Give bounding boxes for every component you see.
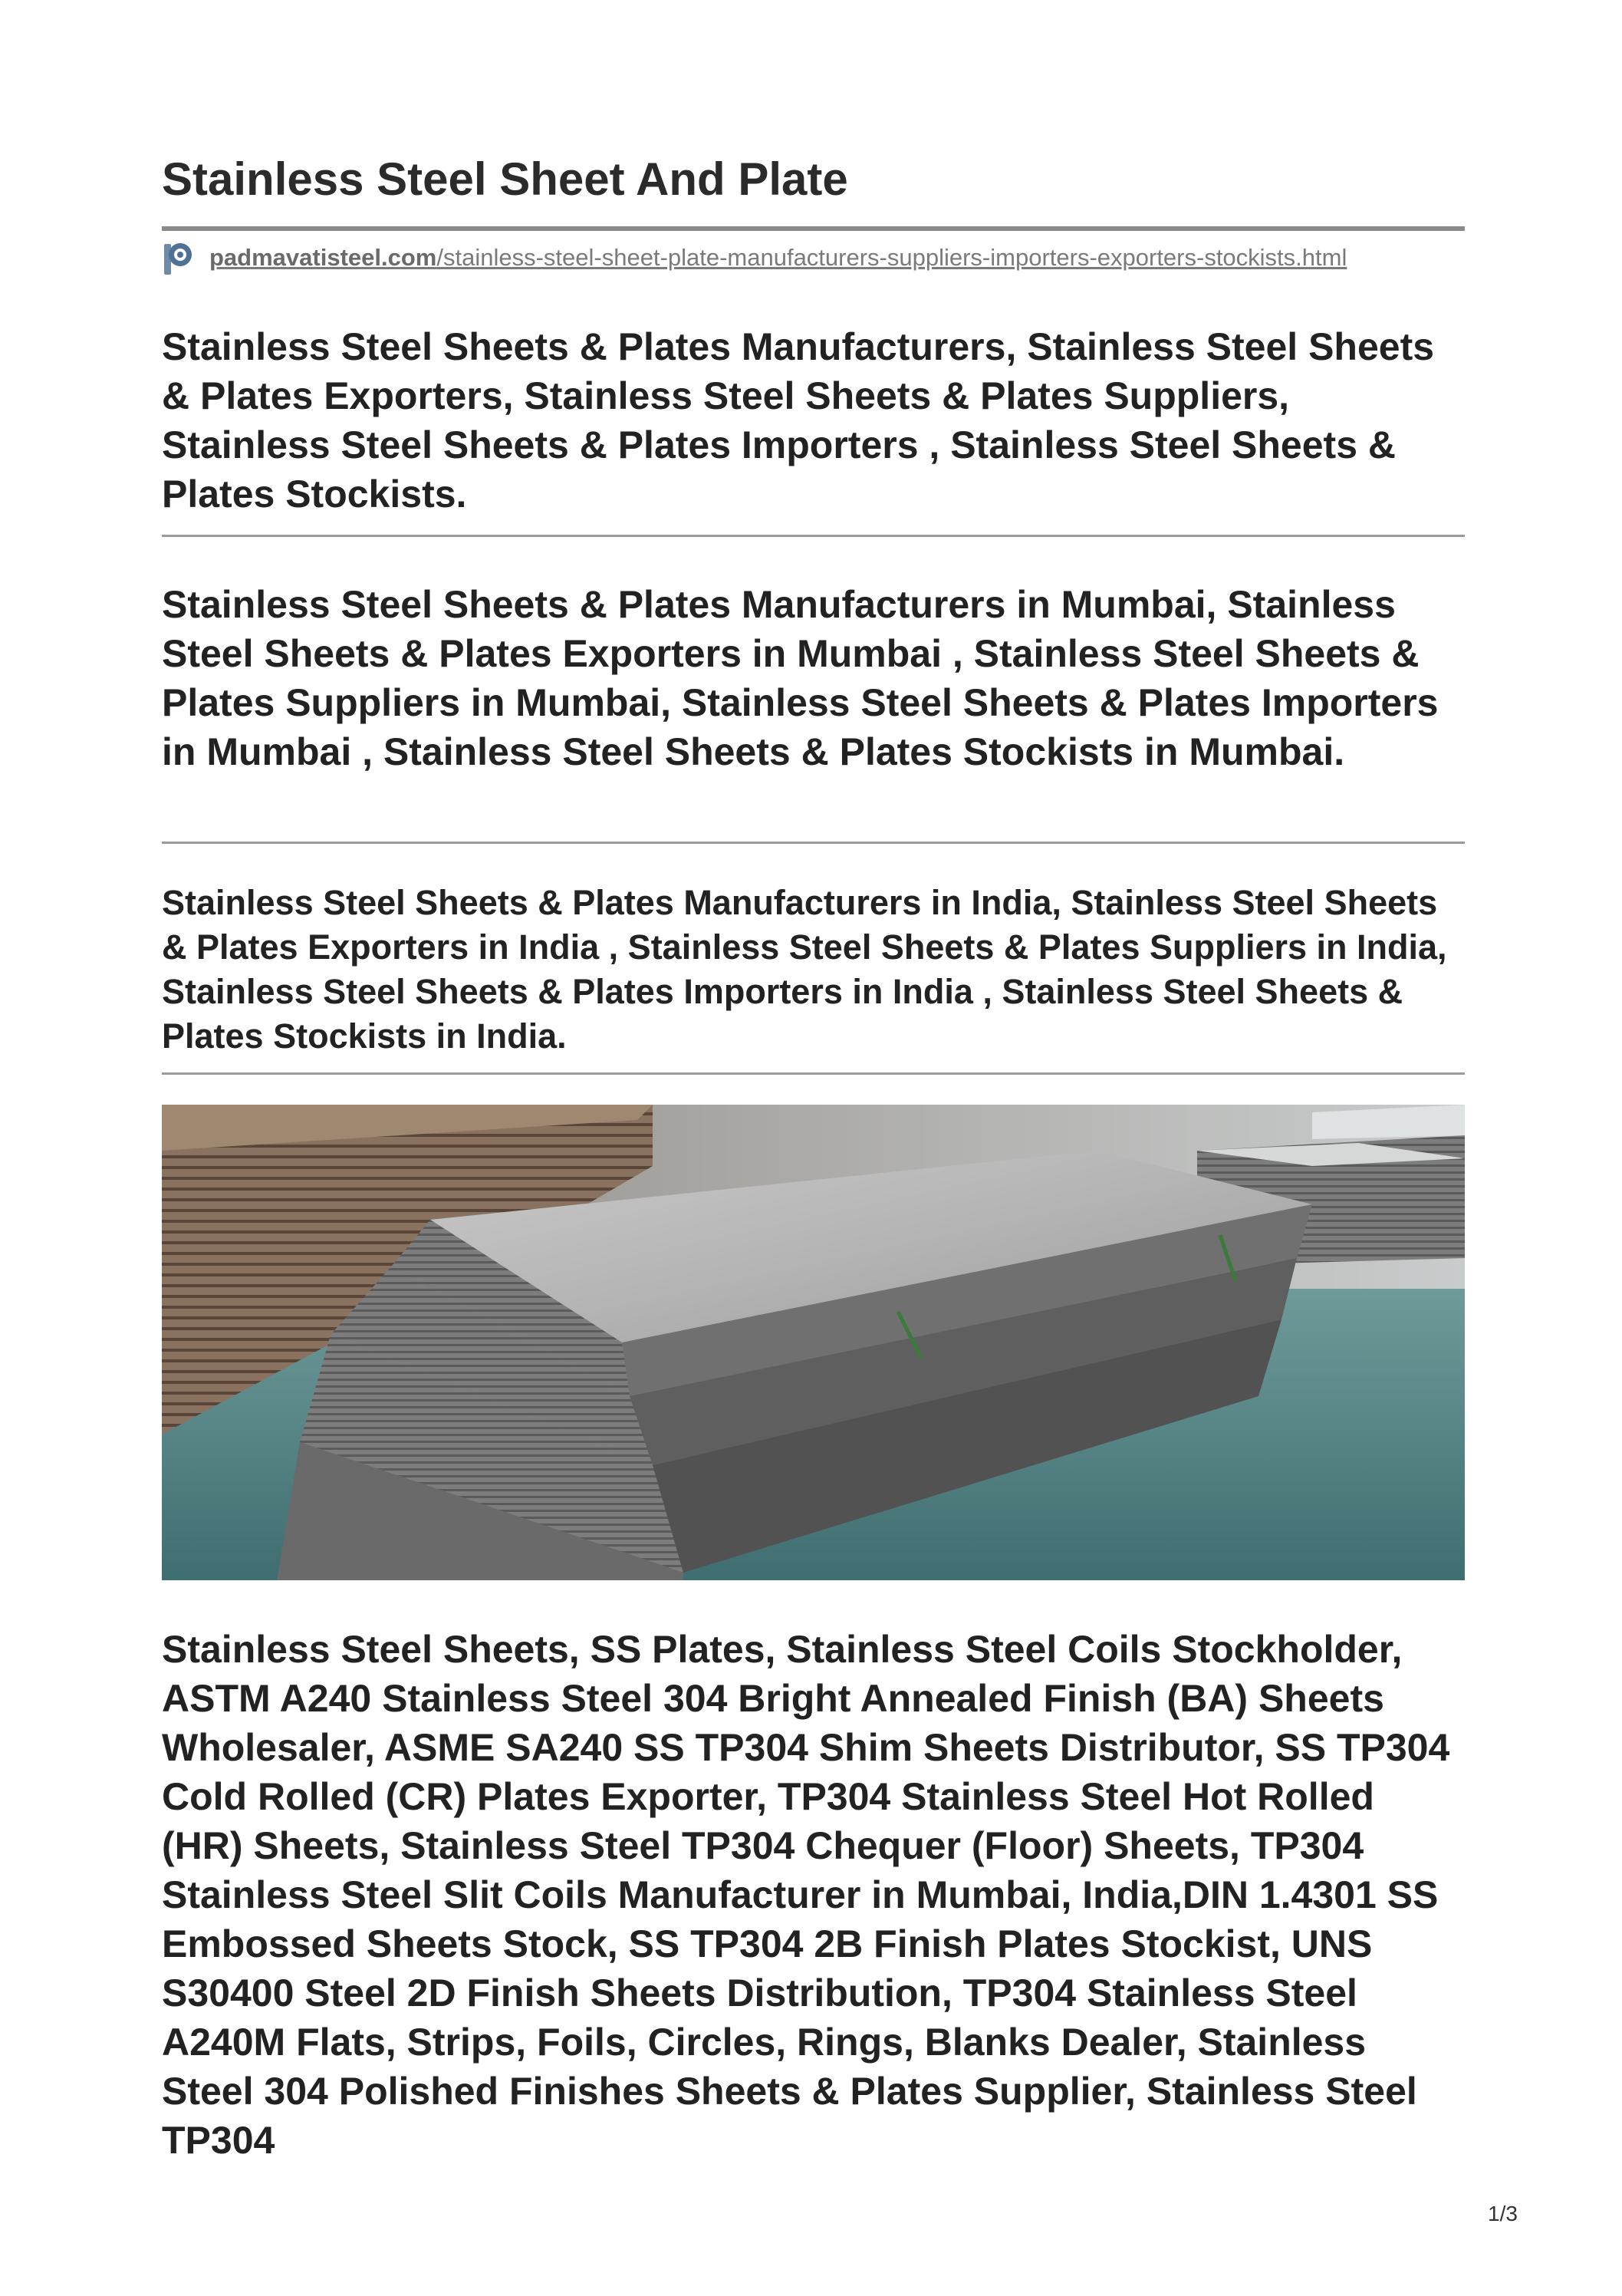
section-heading-india: Stainless Steel Sheets & Plates Manufacturers in India, Stainless Steel Sheets & Plates Exporters in India , Stainless Steel Sheets & Plates Suppliers in India, Stainless Steel Sheets & Plates Importers in India , Stainless Steel Sheets & Plates Stockists in India. <box>162 883 1447 1056</box>
stainless-steel-plates-photo <box>162 1105 1465 1580</box>
source-path: /stainless-steel-sheet-plate-manufacturers-suppliers-importers-exporters-stockists.html <box>436 244 1347 271</box>
body-paragraph: Stainless Steel Sheets, SS Plates, Stainless Steel Coils Stockholder, ASTM A240 Stainless Steel 304 Bright Annealed Finish (BA) Sheets Wholesaler, ASME SA240 SS TP304 Shim Sheets Distributor, SS TP304 Cold Rolled (CR) Plates Exporter, TP304 Stainless Steel Hot Rolled (HR) Sheets, Stainless Steel TP304 Chequer (Floor) Sheets, TP304 Stainless Steel Slit Coils Manufacturer in Mumbai, India,DIN 1.4301 SS Embossed Sheets Stock, SS TP304 2B Finish Plates Stockist, UNS S30400 Steel 2D Finish Sheets Distribution, TP304 Stainless Steel A240M Flats, Strips, Foils, Circles, Rings, Blanks Dealer, Stainless Steel 304 Polished Finishes Sheets & Plates Supplier, Stainless Steel TP304 <box>162 1628 1450 2162</box>
section-heading-mumbai: Stainless Steel Sheets & Plates Manufacturers in Mumbai, Stainless Steel Sheets & Plates Exporters in Mumbai , Stainless Steel Sheets & Plates Suppliers in Mumbai, Stainless Steel Sheets & Plates Importers in Mumbai , Stainless Steel Sheets & Plates Stockists in Mumbai. <box>162 583 1439 773</box>
page-number: 1/3 <box>1488 2202 1518 2225</box>
section-divider <box>162 1072 1465 1075</box>
title-divider <box>162 226 1465 231</box>
source-link[interactable] <box>162 239 1347 276</box>
section-heading-general: Stainless Steel Sheets & Plates Manufacturers, Stainless Steel Sheets & Plates Exporters, Stainless Steel Sheets & Plates Suppliers, Stainless Steel Sheets & Plates Importers , Stainless Steel Sheets & Plates Stockists. <box>162 325 1435 516</box>
source-domain: padmavatisteel.com <box>209 244 437 271</box>
page-title: Stainless Steel Sheet And Plate <box>162 153 848 205</box>
padmavati-logo-icon <box>162 239 194 276</box>
warehouse-photo <box>162 1105 1465 1580</box>
section-divider <box>162 535 1465 537</box>
section-divider <box>162 842 1465 844</box>
source-url[interactable] <box>209 244 1347 272</box>
